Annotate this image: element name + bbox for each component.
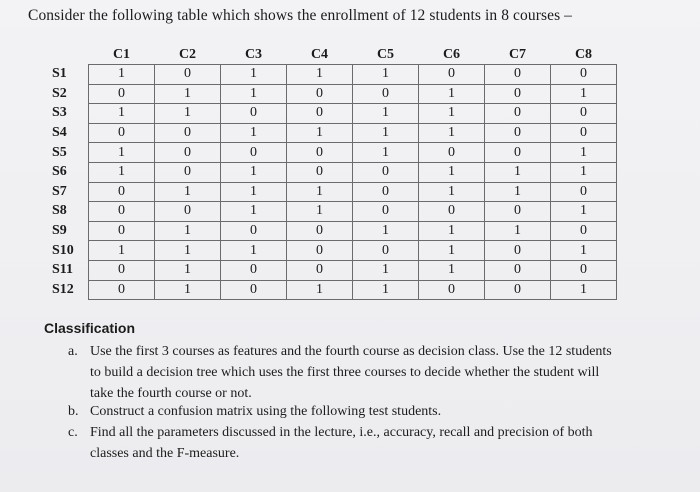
table-cell: 0 xyxy=(89,260,155,280)
table-cell: 1 xyxy=(485,182,551,202)
table-cell: 1 xyxy=(221,123,287,143)
table-cell: 0 xyxy=(155,202,221,222)
table-header-row xyxy=(40,46,617,65)
table-cell: 0 xyxy=(353,202,419,222)
table-cell: 1 xyxy=(353,280,419,300)
row-label: S4 xyxy=(52,125,67,141)
table-row xyxy=(40,241,617,261)
item-marker: c. xyxy=(68,425,78,440)
table-cell: 1 xyxy=(155,260,221,280)
table-cell: 0 xyxy=(551,123,617,143)
table-cell: 0 xyxy=(287,104,353,124)
table-cell: 1 xyxy=(287,65,353,85)
table-cell: 1 xyxy=(419,84,485,104)
table-cell: 0 xyxy=(485,84,551,104)
table-cell: 1 xyxy=(353,123,419,143)
table-cell: 1 xyxy=(221,162,287,182)
table-cell: 1 xyxy=(353,260,419,280)
table-cell: 0 xyxy=(221,260,287,280)
table-row xyxy=(40,104,617,124)
row-label: S3 xyxy=(52,105,67,121)
item-line: classes and the F-measure. xyxy=(90,446,240,461)
table-row xyxy=(40,123,617,143)
table-cell: 0 xyxy=(89,123,155,143)
row-label: S6 xyxy=(52,164,67,180)
table-cell: 0 xyxy=(485,123,551,143)
table-cell: 1 xyxy=(155,84,221,104)
table-cell: 0 xyxy=(419,202,485,222)
table-row xyxy=(40,143,617,163)
table-cell: 0 xyxy=(155,143,221,163)
table-cell: 0 xyxy=(419,65,485,85)
table-cell: 1 xyxy=(485,162,551,182)
item-line: Construct a confusion matrix using the following test students. xyxy=(90,404,442,419)
row-label: S8 xyxy=(52,203,67,219)
table-cell: 0 xyxy=(155,162,221,182)
column-header: C3 xyxy=(244,47,263,62)
row-label: S9 xyxy=(52,223,67,239)
table-cell: 1 xyxy=(419,123,485,143)
table-row xyxy=(40,260,617,280)
table-cell: 1 xyxy=(287,123,353,143)
table-cell: 0 xyxy=(221,280,287,300)
table-cell: 0 xyxy=(551,182,617,202)
column-header: C4 xyxy=(310,47,329,62)
table-cell: 0 xyxy=(89,202,155,222)
table-cell: 1 xyxy=(419,182,485,202)
column-header: C8 xyxy=(574,47,593,62)
table-cell: 0 xyxy=(287,84,353,104)
table-cell: 0 xyxy=(89,221,155,241)
table-cell: 0 xyxy=(551,65,617,85)
table-cell: 0 xyxy=(287,143,353,163)
table-cell: 1 xyxy=(221,182,287,202)
table-cell: 0 xyxy=(551,221,617,241)
table-cell: 1 xyxy=(551,84,617,104)
table-row xyxy=(40,84,617,104)
table-cell: 0 xyxy=(485,280,551,300)
question-item-c xyxy=(68,422,690,464)
table-row xyxy=(40,162,617,182)
item-line: to build a decision tree which uses the first three courses to decide whether the student will xyxy=(90,365,600,380)
enrollment-table xyxy=(40,46,617,300)
table-body xyxy=(40,65,617,300)
item-line: Use the first 3 courses as features and the fourth course as decision class. Use the 12 students xyxy=(90,344,612,359)
column-header: C6 xyxy=(442,47,461,62)
column-header: C5 xyxy=(376,47,395,62)
table-corner xyxy=(40,46,89,65)
table-cell: 1 xyxy=(89,65,155,85)
table-cell: 1 xyxy=(89,162,155,182)
table-cell: 0 xyxy=(485,241,551,261)
table-row xyxy=(40,182,617,202)
table-cell: 0 xyxy=(485,260,551,280)
table-cell: 0 xyxy=(551,104,617,124)
row-label: S12 xyxy=(52,281,74,297)
table-cell: 0 xyxy=(287,241,353,261)
table-cell: 0 xyxy=(419,280,485,300)
table-cell: 0 xyxy=(89,84,155,104)
table-cell: 1 xyxy=(419,260,485,280)
table-cell: 1 xyxy=(551,280,617,300)
table-cell: 0 xyxy=(485,104,551,124)
table-cell: 1 xyxy=(551,162,617,182)
table-cell: 1 xyxy=(419,104,485,124)
item-line: Find all the parameters discussed in the lecture, i.e., accuracy, recall and precision of both xyxy=(90,425,593,440)
table-cell: 0 xyxy=(419,143,485,163)
classification-heading: Classification xyxy=(44,320,136,336)
column-header: C1 xyxy=(112,47,131,62)
table-cell: 1 xyxy=(155,280,221,300)
table-row xyxy=(40,202,617,222)
table-cell: 0 xyxy=(485,202,551,222)
row-label: S2 xyxy=(52,85,67,101)
table-cell: 0 xyxy=(155,65,221,85)
question-item-b xyxy=(68,401,690,422)
enrollment-table-container xyxy=(40,46,617,300)
table-cell: 0 xyxy=(89,280,155,300)
table-cell: 0 xyxy=(353,241,419,261)
table-cell: 1 xyxy=(155,221,221,241)
table-cell: 1 xyxy=(221,241,287,261)
table-cell: 1 xyxy=(353,143,419,163)
table-cell: 0 xyxy=(287,260,353,280)
table-row xyxy=(40,280,617,300)
table-cell: 1 xyxy=(551,202,617,222)
table-cell: 0 xyxy=(221,143,287,163)
table-cell: 0 xyxy=(551,260,617,280)
table-cell: 1 xyxy=(89,104,155,124)
question-item-a xyxy=(68,341,690,404)
intro-text: Consider the following table which shows the enrollment of 12 students in 8 courses – xyxy=(28,7,573,24)
table-cell: 0 xyxy=(287,162,353,182)
table-cell: 0 xyxy=(155,123,221,143)
table-cell: 1 xyxy=(353,104,419,124)
table-cell: 0 xyxy=(353,162,419,182)
table-cell: 0 xyxy=(353,182,419,202)
column-header: C2 xyxy=(178,47,197,62)
table-cell: 1 xyxy=(221,84,287,104)
table-cell: 0 xyxy=(353,84,419,104)
table-cell: 1 xyxy=(419,241,485,261)
table-cell: 1 xyxy=(551,143,617,163)
table-cell: 1 xyxy=(287,202,353,222)
row-label: S5 xyxy=(52,144,67,160)
table-cell: 0 xyxy=(89,182,155,202)
table-cell: 1 xyxy=(419,221,485,241)
row-label: S7 xyxy=(52,183,67,199)
table-cell: 1 xyxy=(221,202,287,222)
table-cell: 1 xyxy=(155,241,221,261)
table-cell: 1 xyxy=(485,221,551,241)
table-cell: 0 xyxy=(221,221,287,241)
table-cell: 1 xyxy=(155,104,221,124)
table-cell: 1 xyxy=(89,241,155,261)
row-label: S11 xyxy=(52,262,74,278)
table-cell: 1 xyxy=(155,182,221,202)
column-header: C7 xyxy=(508,47,527,62)
item-marker: a. xyxy=(68,344,78,359)
table-row xyxy=(40,221,617,241)
item-line: take the fourth course or not. xyxy=(90,386,252,401)
table-cell: 1 xyxy=(287,280,353,300)
row-label: S1 xyxy=(52,66,67,82)
table-cell: 1 xyxy=(287,182,353,202)
item-marker: b. xyxy=(68,404,79,419)
table-row xyxy=(40,65,617,85)
row-label: S10 xyxy=(52,242,74,258)
table-cell: 1 xyxy=(353,65,419,85)
table-cell: 0 xyxy=(485,143,551,163)
table-cell: 1 xyxy=(221,65,287,85)
table-cell: 0 xyxy=(287,221,353,241)
table-cell: 1 xyxy=(419,162,485,182)
table-cell: 1 xyxy=(551,241,617,261)
table-cell: 1 xyxy=(89,143,155,163)
table-cell: 0 xyxy=(221,104,287,124)
table-cell: 1 xyxy=(353,221,419,241)
table-cell: 0 xyxy=(485,65,551,85)
